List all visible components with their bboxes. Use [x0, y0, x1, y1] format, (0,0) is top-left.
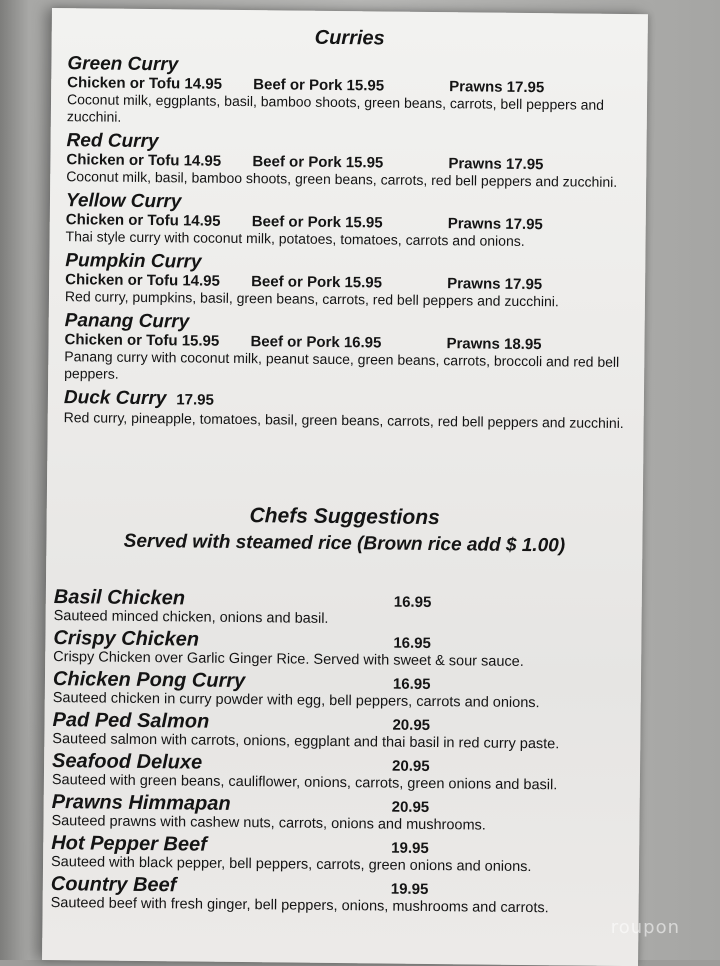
price-chicken-tofu: Chicken or Tofu 14.95 — [65, 271, 251, 290]
price-beef-pork: Beef or Pork 15.95 — [252, 213, 448, 232]
price-beef-pork: Beef or Pork 15.95 — [251, 273, 447, 292]
price-chicken-tofu: Chicken or Tofu 15.95 — [64, 331, 250, 350]
item-description: Coconut milk, basil, bamboo shoots, green beans, carrots, red bell peppers and zucchini. — [66, 168, 630, 191]
item-price: 16.95 — [393, 635, 431, 652]
item-name: Pumpkin Curry — [65, 251, 629, 277]
item-description: Sauteed with black pepper, bell peppers, carrots, green onions and onions. — [51, 854, 629, 877]
watermark-logo: roupon — [611, 917, 680, 938]
price-prawns: Prawns 17.95 — [448, 155, 543, 173]
item-price: 20.95 — [392, 758, 430, 775]
price-chicken-tofu: Chicken or Tofu 14.95 — [67, 74, 253, 93]
menu-item — [51, 832, 629, 877]
menu-item — [52, 709, 630, 754]
item-description: Sauteed prawns with cashew nuts, carrots, onions and mushrooms. — [51, 813, 629, 836]
price-prawns: Prawns 18.95 — [446, 335, 541, 353]
menu-item — [64, 388, 628, 432]
price-chicken-tofu: Chicken or Tofu 14.95 — [66, 211, 252, 230]
menu-item — [66, 131, 631, 191]
chefs-heading-block — [46, 502, 642, 558]
menu-item — [53, 668, 631, 713]
item-price: 20.95 — [392, 799, 430, 816]
item-name: Hot Pepper Beef — [51, 832, 391, 858]
item-name: Country Beef — [51, 873, 391, 899]
price-beef-pork: Beef or Pork 16.95 — [250, 333, 446, 352]
menu-item — [52, 750, 630, 795]
curries-heading: Curries — [52, 24, 648, 53]
curries-list — [64, 54, 632, 438]
chefs-subheading: Served with steamed rice (Brown rice add $ 1.00) — [46, 530, 642, 558]
price-beef-pork: Beef or Pork 15.95 — [253, 76, 449, 95]
item-description: Red curry, pumpkins, basil, green beans, carrots, red bell peppers and zucchini. — [65, 288, 629, 311]
menu-item — [64, 311, 629, 388]
menu-item — [67, 54, 632, 131]
item-price: 16.95 — [393, 676, 431, 693]
price-chicken-tofu: Chicken or Tofu 14.95 — [66, 151, 252, 170]
item-name: Seafood Deluxe — [52, 750, 392, 776]
item-name: Prawns Himmapan — [52, 791, 392, 817]
menu-item — [54, 586, 632, 631]
item-name: Chicken Pong Curry — [53, 668, 393, 694]
price-prawns: Prawns 17.95 — [447, 275, 542, 293]
item-description: Crispy Chicken over Garlic Ginger Rice. Served with sweet & sour sauce. — [53, 649, 631, 672]
menu-page — [42, 8, 648, 966]
item-description: Sauteed salmon with carrots, onions, eggplant and thai basil in red curry paste. — [52, 731, 630, 754]
item-description: Sauteed with green beans, cauliflower, onions, carrots, green onions and basil. — [52, 772, 630, 795]
item-description: Sauteed beef with fresh ginger, bell peppers, onions, mushrooms and carrots. — [51, 895, 629, 918]
item-description: Sauteed minced chicken, onions and basil. — [54, 608, 632, 631]
item-description: Sauteed chicken in curry powder with egg, bell peppers, carrots and onions. — [53, 690, 631, 713]
item-name: Green Curry — [67, 54, 631, 80]
item-price: 19.95 — [391, 881, 429, 898]
item-description: Red curry, pineapple, tomatoes, basil, green beans, carrots, red bell peppers and zucchini. — [64, 409, 628, 432]
price-prawns: Prawns 17.95 — [449, 78, 544, 96]
item-name: Red Curry — [67, 131, 631, 157]
item-description: Panang curry with coconut milk, peanut sauce, green beans, carrots, broccoli and red bell peppers. — [64, 348, 628, 388]
menu-item — [51, 873, 629, 918]
price-prawns: Prawns 17.95 — [448, 215, 543, 233]
item-price: 16.95 — [394, 594, 432, 611]
chefs-list — [51, 586, 632, 920]
item-price: 20.95 — [392, 717, 430, 734]
price-beef-pork: Beef or Pork 15.95 — [252, 153, 448, 172]
item-name: Crispy Chicken — [53, 627, 393, 653]
menu-item — [51, 791, 629, 836]
duck-curry-price: 17.95 — [176, 391, 214, 408]
item-description: Thai style curry with coconut milk, potatoes, tomatoes, carrots and onions. — [66, 228, 630, 251]
item-name: Pad Ped Salmon — [52, 709, 392, 735]
chefs-heading: Chefs Suggestions — [47, 502, 643, 532]
item-price: 19.95 — [391, 840, 429, 857]
menu-item — [65, 251, 630, 311]
menu-item — [53, 627, 631, 672]
item-description: Coconut milk, eggplants, basil, bamboo shoots, green beans, carrots, bell peppers and zucchini. — [67, 91, 631, 131]
item-name: Basil Chicken — [54, 586, 394, 612]
duck-curry-name: Duck Curry — [64, 387, 167, 409]
menu-item — [66, 191, 631, 251]
item-name: Yellow Curry — [66, 191, 630, 217]
item-name: Panang Curry — [65, 311, 629, 337]
